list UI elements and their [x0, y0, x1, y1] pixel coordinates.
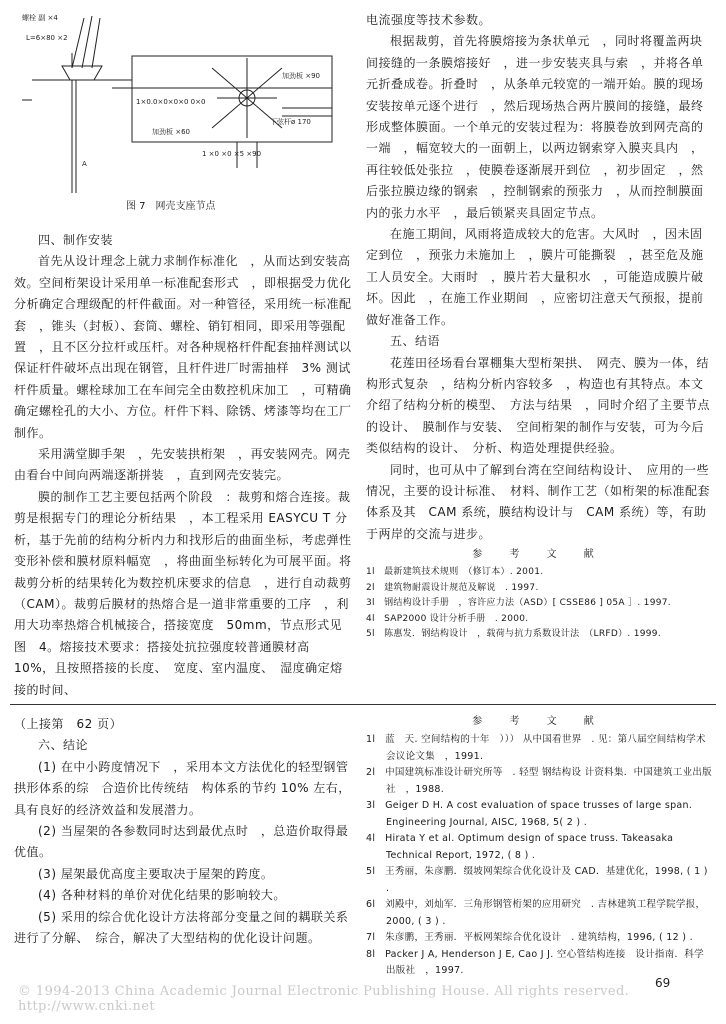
- support-node-drawing: [12, 8, 342, 203]
- reference-item: 1l 最新建筑技术规则 （修订本）. 2001.: [366, 567, 544, 578]
- label-pin: A: [82, 160, 87, 168]
- reference-item: 4l SAP2000 设计分析手册 . 2000.: [366, 613, 529, 624]
- continued-from: （上接第 62 页）: [14, 717, 123, 731]
- right-column-top: [366, 10, 712, 643]
- page-number: 69: [655, 976, 671, 990]
- conclusion-item: (5) 采用的综合优化设计方法将部分变量之间的耦联关系进行了分解、 综合，解决了大型结构的优化设计问题。: [14, 909, 349, 946]
- left-column-bottom: [14, 714, 354, 949]
- label-plate2: 加劲板 ×60: [152, 128, 190, 136]
- reference-item: 4l Hirata Y et al. Optimum design of space truss. Takeasaka Technical Report, 1972, ( 8 ) .: [366, 833, 674, 861]
- reference-item: 5l 王秀丽，朱彦鹏．缀坡网架综合优化设计及 CAD．基建优化，1998, ( 1 ) .: [366, 866, 708, 894]
- paragraph: 膜的制作工艺主要包括两个阶段 ：裁剪和熔合连接。裁剪是根据专门的理论分析结果 ，本工程采用 EASYCU T 分析，基于先前的结构分析内力和找形后的曲面坐标，考虑弹性变形补偿和膜材原料幅宽 ，将曲面坐标转化为可展平面。将裁剪分析的结果转化为数控机床要求的信息 ，进行自动裁剪 （CAM）。裁剪后膜材的热熔合是一道非常重要的工序 ，利用大功率热熔合机械接合，搭接宽度 50mm，节点形式见图 4。熔接技术要求：搭接处抗拉强度较普通膜材高 10%，且按照搭接的长度、 宽度、室内温度、 湿度确定熔接的时间、: [14, 489, 365, 697]
- label-right2: 下弦杆ø 170: [270, 118, 311, 126]
- paragraph: 花莲田径场看台罩棚集大型桁架拱、 网壳、膜为一体，结构形式复杂 ，结构分析内容较多 ，构造也有其特点。本文介绍了结构分析的模型、 方法与结果 ，同时介绍了主要节点的设计、 膜制作与安装、 空间桁架的制作与安装，可为今后类似结构的设计、 分析、构造处理提供经验。: [366, 355, 711, 456]
- conclusion-item: (3) 屋架最优高度主要取决于屋架的跨度。: [38, 866, 274, 881]
- paragraph: 根据裁剪，首先将膜熔接为条状单元 ，同时将覆盖两块间接缝的一条膜熔接好 ，进一步安装夹具与索 ，并将各单元折叠成卷。折叠时 ，从条单元较宽的一端开始。膜的现场安装按单元逐个进行 ，然后现场热合两片膜间的接缝，最终形成整体膜面。一个单元的安装过程为：将膜卷放到网壳高的一端 ，幅宽较大的一面朝上，以两边钢索穿入膜夹具内 ，再往较低处张拉 ，使膜卷逐渐展开到位 ，初步固定 ，然后张拉膜边缘的钢索 ，控制钢索的预张力 ，从而控制膜面内的张力水平 ，最后锁紧夹具固定节点。: [366, 34, 704, 220]
- copyright-footer: © 1994-2013 China Academic Journal Electronic Publishing House. All rights reserved. http://www.cnki.net: [18, 984, 643, 1014]
- figure-7-support-node: [12, 8, 342, 208]
- section-heading-6: 六、结论: [38, 738, 89, 753]
- left-column-top: [14, 230, 365, 701]
- label-top-b: L=6×80 ×2: [26, 34, 68, 42]
- right-column-bottom: [366, 712, 712, 980]
- label-center: 1 ×0 ×0 ×5 ×90: [202, 150, 262, 158]
- reference-item: 6l 刘殿中，刘灿军．三角形钢管桁架的应用研究 . 吉林建筑工程学院学报，2000, ( 3 ) .: [366, 899, 706, 927]
- label-right1: 加劲板 ×90: [282, 72, 320, 80]
- reference-item: 1l 蓝 天. 空间结构的十年 ））） 从中国看世界 . 见：第八届空间结构学术会议论文集 ，1991.: [366, 734, 706, 762]
- label-plate1: 1×0.0×0×0×0 0×0: [136, 98, 206, 106]
- paragraph: 同时，也可从中了解到台湾在空间结构设计、 应用的一些情况，主要的设计标准、 材料、制作工艺（如桁架的标准配套体系及其 CAM 系统，膜结构设计与 CAM 系统）等，有助于两岸的交流与进步。: [366, 462, 711, 541]
- paragraph: 电流强度等技术参数。: [366, 13, 492, 27]
- references-list: [366, 565, 712, 643]
- references-heading: 参 考 文 献: [472, 549, 606, 561]
- figure-caption: 图 7 网壳支座节点: [126, 201, 216, 212]
- paragraph: 采用满堂脚手架 ，先安装拱桁架 ，再安装网壳。网壳由看台中间向两端逐渐拼装 ，直到网壳安装完。: [14, 447, 351, 483]
- conclusion-item: (2) 当屋架的各参数同时达到最优点时 ，总造价取得最优值。: [14, 824, 349, 860]
- reference-item: 2l 建筑物耐震设计规范及解说 . 1997.: [366, 582, 539, 593]
- reference-item: 5l 陈惠发．钢结构设计 ，载荷与抗力系数设计法 （LRFD）. 1999.: [366, 629, 661, 640]
- references-list: [366, 732, 712, 980]
- reference-item: 2l 中国建筑标准设计研究所等 . 轻型 钢结构设 计资料集．中国建筑工业出版社 ，1988.: [366, 767, 712, 795]
- reference-item: 3l 钢结构设计手册 ，容许应力法（ASD）[ CSSE86 ] 05A ］. 1997.: [366, 598, 671, 609]
- section-heading-4: 四、制作安装: [38, 233, 114, 247]
- references-heading: 参 考 文 献: [472, 716, 606, 727]
- label-top-a: 螺栓 副 ×4: [22, 14, 58, 22]
- conclusion-item: (4) 各种材料的单价对优化结果的影响较大。: [38, 888, 286, 903]
- paragraph: 在施工期间，风雨将造成较大的危害。大风时 ，因未固定到位 ，预张力未施加上 ，膜片可能撕裂 ，甚至危及施工人员安全。大雨时 ，膜片若大量积水 ，可能造成膜片破坏。因此 ，在施工作业期间 ，应密切注意天气预报，提前做好准备工作。: [366, 227, 704, 327]
- reference-item: 8l Packer J A, Henderson J E, Cao J J. 空心管结构连接 设计指南．科学出版社 ，1997.: [366, 948, 704, 976]
- section-heading-5: 五、结语: [390, 334, 441, 349]
- conclusion-item: (1) 在中小跨度情况下 ，采用本文方法优化的轻型钢管拱形体系的综 合造价比传统结 构体系的节约 10% 左右，具有良好的经济效益和发展潜力。: [14, 759, 351, 817]
- reference-item: 3l Geiger D H. A cost evaluation of space trusses of large span. Engineering Journal, AISC, 1968, 5( 2 ) .: [366, 800, 693, 828]
- reference-item: 7l 朱彦鹏，王秀丽．平板网架综合优化设计 . 建筑结构，1996, ( 12 ) .: [366, 932, 693, 943]
- section-divider: [10, 704, 716, 705]
- paragraph: 首先从设计理念上就力求制作标准化 ，从而达到安装高效。空间桁架设计采用单一标准配套形式 ，即根据受力优化分析确定合理级配的杆件截面。对一种管径，采用统一标准配套 ，锥头（封板）、套筒、螺栓、销钉相同，即采用等强配置 ，且不区分拉杆或压杆。对各种规格杆件配套抽样测试以保证杆件破坏点出现在钢管，且杆件进厂时需抽样 3% 测试杆件质量。螺栓球加工在车间完全由数控机床加工 ，可精确确定螺栓孔的大小、方位。杆件下料、除锈、烤漆等均在工厂制作。: [14, 254, 352, 440]
